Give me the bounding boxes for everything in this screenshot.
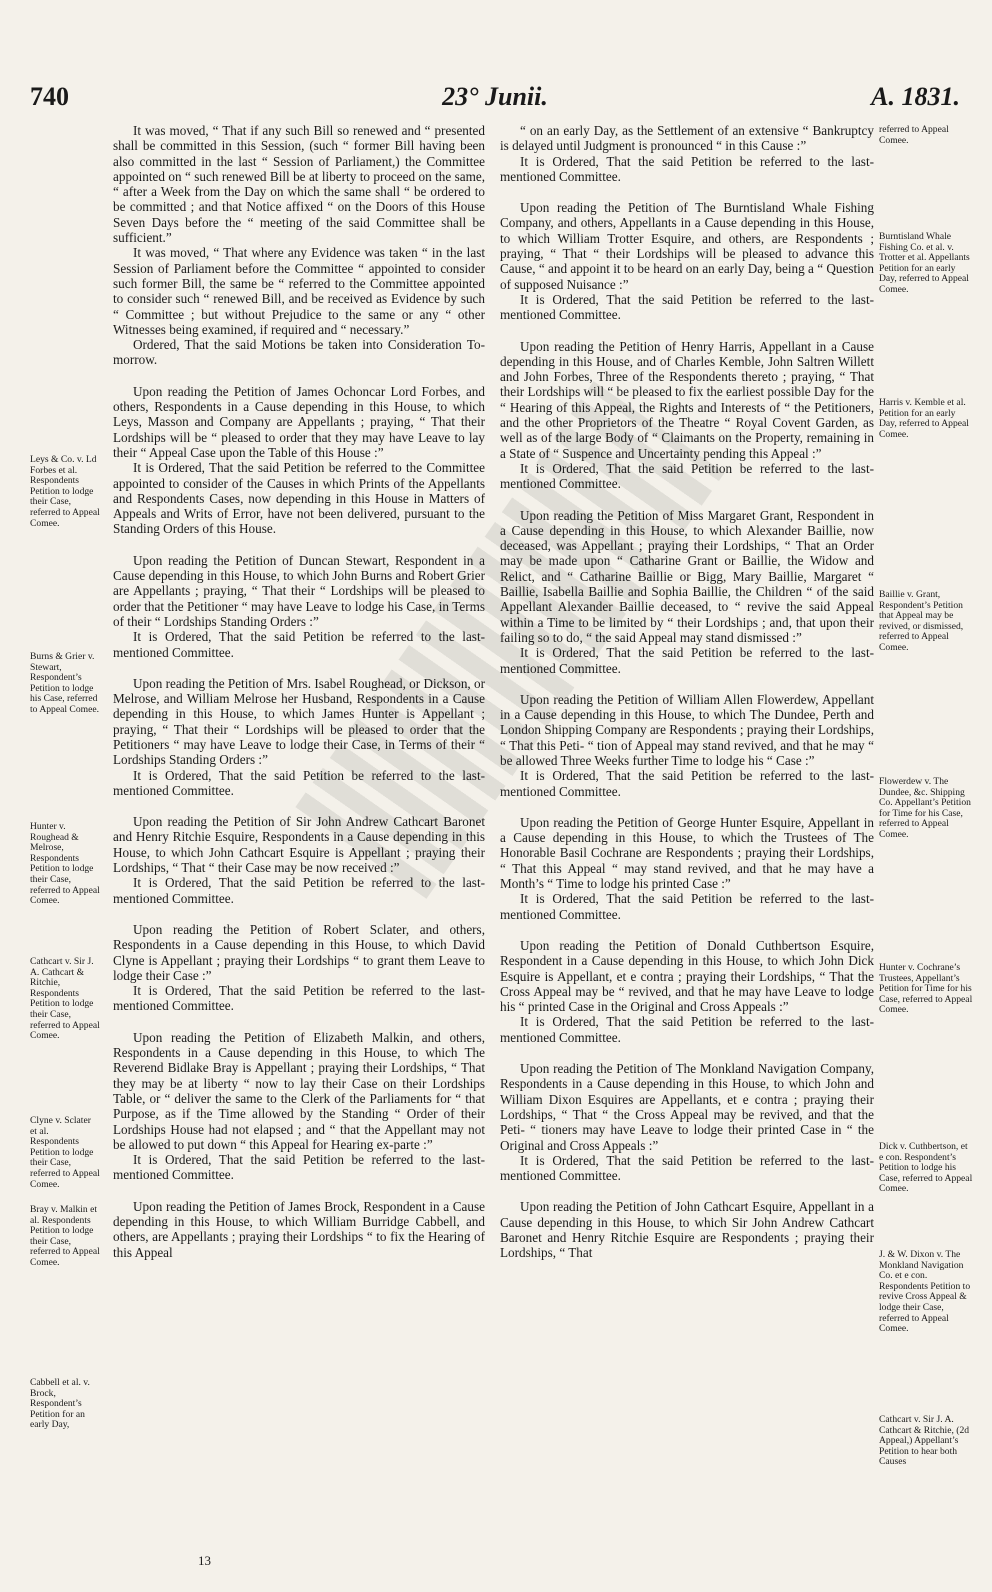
petition-entry [500,1199,874,1260]
right-column [500,123,874,1553]
petition-entry [500,938,874,1045]
marginal-note: Leys & Co. v. Ld Forbes et al. Respondents Petition to lodge their Case, referred to Appeal Comee. [30,454,100,529]
marginal-note: Bray v. Malkin et al. Respondents Petition to lodge their Case, referred to Appeal Comee. [30,1204,100,1268]
page-date: 23° Junii. [442,82,548,111]
petition-entry [113,1199,485,1260]
marginal-note: Dick v. Cuthbertson, et e con. Respondent’s Petition to lodge his Case, referred to Appeal Comee. [879,1141,973,1195]
entry-paragraph: Upon reading the Petition of Mrs. Isabel Roughead, or Dickson, or Melrose, and William Melrose her Husband, Respondents in a Cause depending in this House, to which James Hunter is Appellant ; praying, “ That their “ Lordships will be pleased to order that the Petitioners “ may have Leave to lodge their Case, in Terms of their “ Lordships Standing Orders :” [113,675,485,768]
marginal-note: Cathcart v. Sir J. A. Cathcart & Ritchie, Respondents Petition to lodge their Case, referred to Appeal Comee. [30,956,100,1042]
marginal-note: referred to Appeal Comee. [879,124,949,146]
marginal-note: Burntisland Whale Fishing Co. et al. v. Trotter et al. Appellants Petition for an early Day, referred to Appeal Comee. [879,231,970,295]
entry-paragraph: It is Ordered, That the said Petition be referred to the last-mentioned Committee. [500,291,874,323]
petition-entry [500,123,874,184]
entry-paragraph: It was moved, “ That where any Evidence was taken “ in the last Session of Parliament before the Committee “ appointed to consider such former Bill, the same be “ referred to the Committee appointed to consider such “ renewed Bill, and be received as Evidence by such “ Committee ; but without Prejudice to the same or any “ other Witnesses being examined, if required and “ necessary.” [113,245,485,337]
marginal-note: Hunter v. Cochrane’s Trustees, Appellant’s Petition for Time for his Case, referred to Appeal Comee. [879,962,973,1016]
marginal-note: Baillie v. Grant, Respondent’s Petition that Appeal may be revived, or dismissed, referred to Appeal Comee. [879,589,964,653]
entry-paragraph: It is Ordered, That the said Petition be referred to the last-mentioned Committee. [500,1152,874,1184]
petition-entry [500,339,874,492]
entry-paragraph: It is Ordered, That the said Petition be referred to the last-mentioned Committee. [113,767,485,798]
entry-paragraph: It is Ordered, That the said Petition be referred to the last-mentioned Committee. [500,768,874,799]
page-header [30,82,960,122]
marginal-note: Harris v. Kemble et al. Petition for an early Day, referred to Appeal Comee. [879,397,969,440]
marginal-note: J. & W. Dixon v. The Monkland Navigation Co. et e con. Respondents Petition to revive Cross Appeal & lodge their Case, referred to Appeal Comee. [879,1249,971,1335]
entry-paragraph: Upon reading the Petition of James Ochoncar Lord Forbes, and others, Respondents in a Cause depending in this House, to which Leys, Masson and Company are Appellants ; praying, “ That their Lordships will be “ pleased to order that they may have Leave to lay their “ Appeal Case upon the Table of this House :” [113,383,485,460]
marginal-note: Cabbell et al. v. Brock, Respondent’s Petition for an early Day, [30,1377,90,1431]
entry-paragraph: It is Ordered, That the said Petition be referred to the last-mentioned Committee. [500,891,874,922]
entry-paragraph: It is Ordered, That the said Petition be referred to the last-mentioned Committee. [113,1152,485,1183]
petition-entry [113,1030,485,1183]
entry-paragraph: Upon reading the Petition of Miss Margaret Grant, Respondent in a Cause depending in this House, to which Alexander Baillie, now deceased, was Appellant ; praying their Lordships, “ That an Order may be made upon “ Catharine Grant or Baillie, the Widow and Relict, and “ Catharine Baillie or Bigg, Mary Baillie, Margaret “ Baillie, Isabella Baillie and Sophia Baillie, the Children “ of the said Appellant Alexander Baillie deceased, to “ revive the said Appeal within a Time to be limited by “ their Lordships ; and, that upon their failing so to do, “ the said Appeal may stand dismissed :” [500,507,874,645]
entry-paragraph: It is Ordered, That the said Petition be referred to the last-mentioned Committee. [113,983,485,1014]
marginal-note: Flowerdew v. The Dundee, &c. Shipping Co. Appellant’s Petition for Time for his Case, referred to Appeal Comee. [879,776,971,840]
marginal-note: Clyne v. Sclater et al. Respondents Petition to lodge their Case, referred to Appeal Comee. [30,1115,100,1190]
entry-paragraph: Upon reading the Petition of Elizabeth Malkin, and others, Respondents in a Cause depending in this House, to which The Reverend Bidlake Bray is Appellant ; praying their Lordships, “ That they may be at liberty “ now to lay their Case on their Lordships Table, or “ deliver the same to the Clerk of the Parliaments for “ that Purpose, as if the Time allowed by the Standing “ Order of their Lordships House had not elapsed ; and “ that the Appellant may not be allowed to put down “ this Appeal for Hearing ex-parte :” [113,1029,485,1152]
petition-entry [113,553,485,660]
entry-paragraph: Upon reading the Petition of Sir John Andrew Cathcart Baronet and Henry Ritchie Esquire, Respondents in a Cause depending in this House, to which John Cathcart Esquire is Appellant ; praying their Lordships, “ That “ their Case may be now received :” [113,814,485,876]
entry-paragraph: Upon reading the Petition of Duncan Stewart, Respondent in a Cause depending in this House, to which John Burns and Robert Grier are Appellants ; praying, “ That their “ Lordships will be pleased to order that the Petitioner “ may have Leave to lodge his Case, in Terms of their “ Lordships Standing Orders :” [113,552,485,629]
petition-entry [113,676,485,798]
entry-paragraph: It is Ordered, That the said Petition be referred to the Committee appointed to consider of the Causes in which Prints of the Appellants and Respondents Cases, now depending in this House in Matters of Appeals and Writs of Error, have not been delivered, pursuant to the Standing Orders of this House. [113,460,485,537]
petition-entry [113,814,485,906]
entry-paragraph: Upon reading the Petition of The Monkland Navigation Company, Respondents in a Cause depending in this House, to which John and William Dixon Esquires are Appellants, et e contra ; praying their Lordships, “ That “ the Cross Appeal may be revived, and that the Peti- “ tioners may have Leave to lodge their printed Case in “ the Original and Cross Appeals :” [500,1061,874,1153]
marginal-note: Cathcart v. Sir J. A. Cathcart & Ritchie, (2d Appeal,) Appellant’s Petition to hear both Causes [879,1414,970,1468]
petition-entry [500,692,874,799]
entry-paragraph: It was moved, “ That if any such Bill so renewed and “ presented shall be committed in this Session, (such “ former Bill having been also committed in the last “ Session of Parliament,) the Committee appointed on “ such renewed Bill be at liberty to proceed on the same, “ after a Week from the Day on which the same shall “ be ordered to be committed ; and that Notice affixed “ on the Doors of this House Seven Days before the “ meeting of the said Committee shall be sufficient.” [113,123,485,246]
petition-entry [113,384,485,537]
entry-paragraph: Upon reading the Petition of Donald Cuthbertson Esquire, Respondent in a Cause depending in this House, to which John Dick Esquire is Appellant, et e contra ; praying their Lordships, “ That the Cross Appeal may be “ revived, and that he may have Leave to lodge his “ printed Case in the Original and Cross Appeals :” [500,937,874,1015]
page-year: A. 1831. [871,82,960,111]
entry-paragraph: It is Ordered, That the said Petition be referred to the last-mentioned Committee. [500,645,874,676]
entry-paragraph: “ on an early Day, as the Settlement of an extensive “ Bankruptcy is delayed until Judgment is pronounced “ in this Cause :” [500,123,874,154]
petition-entry [500,508,874,676]
petition-entry [113,922,485,1014]
petition-entry [500,1061,874,1183]
signature-mark: 13 [198,1553,211,1568]
petition-entry [113,123,485,368]
entry-paragraph: Upon reading the Petition of George Hunter Esquire, Appellant in a Cause depending in this House, to which the Trustees of The Honorable Basil Cochrane are Respondents ; praying their Lordships, “ That this Appeal “ may stand revived, and that he may have a Month’s “ Time to lodge his printed Case :” [500,814,874,892]
entry-paragraph: Upon reading the Petition of John Cathcart Esquire, Appellant in a Cause depending in this House, to which Sir John Andrew Cathcart Baronet and Henry Ritchie Esquire are Respondents ; praying their Lordships, “ That [500,1199,874,1261]
entry-paragraph: Ordered, That the said Motions be taken into Consideration To-morrow. [113,337,485,368]
entry-paragraph: Upon reading the Petition of William Allen Flowerdew, Appellant in a Cause depending in this House, to which The Dundee, Perth and London Shipping Company are Respondents ; praying their Lordships, “ That this Peti- “ tion of Appeal may stand revived, and that he may “ be allowed Three Weeks further Time to lodge his “ Case :” [500,691,874,768]
entry-paragraph: Upon reading the Petition of The Burntisland Whale Fishing Company, and others, Appellants in a Cause depending in this House, to which William Trotter Esquire, and others, are Respondents ; praying, “ That “ their Lordships will be pleased to advance this Cause, “ and appoint it to be heard on an early Day, being a “ Question of supposed Nuisance :” [500,200,874,292]
petition-entry [500,200,874,322]
entry-paragraph: Upon reading the Petition of James Brock, Respondent in a Cause depending in this House, to which William Burridge Cabbell, and others, are Appellants ; praying their Lordships “ to fix the Hearing of this Appeal [113,1198,485,1260]
petition-entry [500,815,874,922]
left-column [113,123,485,1553]
entry-paragraph: It is Ordered, That the said Petition be referred to the last-mentioned Committee. [500,460,874,492]
entry-paragraph: It is Ordered, That the said Petition be referred to the last-mentioned Committee. [500,153,874,184]
page-number: 740 [30,82,69,111]
marginal-note: Hunter v. Roughead & Melrose, Respondents Petition to lodge their Case, referred to Appeal Comee. [30,821,100,907]
marginal-note: Burns & Grier v. Stewart, Respondent’s Petition to lodge his Case, referred to Appeal Comee. [30,651,100,715]
entry-paragraph: It is Ordered, That the said Petition be referred to the last-mentioned Committee. [500,1014,874,1045]
entry-paragraph: It is Ordered, That the said Petition be referred to the last-mentioned Committee. [113,629,485,660]
entry-paragraph: Upon reading the Petition of Robert Sclater, and others, Respondents in a Cause depending in this House, to which David Clyne is Appellant ; praying their Lordships “ to grant them Leave to lodge their Case :” [113,921,485,983]
entry-paragraph: It is Ordered, That the said Petition be referred to the last-mentioned Committee. [113,875,485,906]
entry-paragraph: Upon reading the Petition of Henry Harris, Appellant in a Cause depending in this House, and of Charles Kemble, John Saltren Willett and John Forbes, Three of the Respondents thereto ; praying, “ That their Lordships will “ be pleased to fix the earliest possible Day for the “ Hearing of this Appeal, the Rights and Interests of “ the Petitioners, and the other Proprietors of the Theatre “ Royal Covent Garden, as well as of the large Body of “ Claimants on the Property, remaining in a State of “ Suspence and Uncertainty pending this Appeal :” [500,338,874,461]
